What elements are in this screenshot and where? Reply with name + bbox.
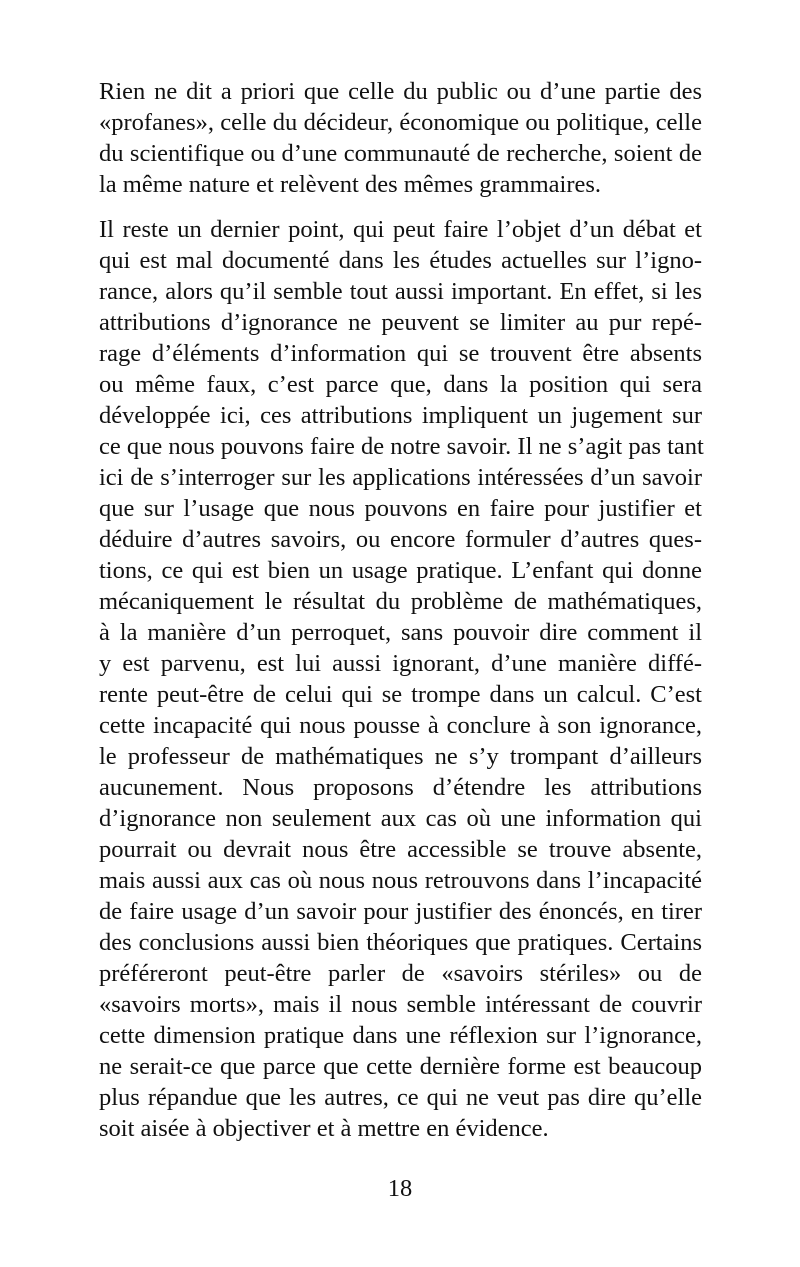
text-line: d’ignorance non seulement aux cas où une information qui [99, 805, 702, 832]
text-line: déduire d’autres savoirs, ou encore formuler d’autres ques- [99, 526, 702, 553]
text-line: ou même faux, c’est parce que, dans la position qui sera [99, 371, 702, 398]
text-line: aucunement. Nous proposons d’étendre les attributions [99, 774, 702, 801]
text-line: le professeur de mathématiques ne s’y trompant d’ailleurs [99, 743, 702, 770]
page-number: 18 [387, 1175, 413, 1202]
text-line: rance, alors qu’il semble tout aussi important. En effet, si les [99, 278, 702, 305]
text-line: cette dimension pratique dans une réflexion sur l’ignorance, [99, 1022, 702, 1049]
text-line: attributions d’ignorance ne peuvent se limiter au pur repé- [99, 309, 702, 336]
text-line: préféreront peut-être parler de «savoirs stériles» ou de [99, 960, 702, 987]
text-line: mécaniquement le résultat du problème de mathématiques, [99, 588, 702, 615]
text-line: tions, ce qui est bien un usage pratique. L’enfant qui donne [99, 557, 702, 584]
text-line: qui est mal documenté dans les études actuelles sur l’igno- [99, 247, 702, 274]
text-line: de faire usage d’un savoir pour justifier des énoncés, en tirer [99, 898, 702, 925]
body-text [99, 76, 702, 1158]
paragraph [99, 76, 702, 200]
text-line: mais aussi aux cas où nous nous retrouvons dans l’incapacité [99, 867, 702, 894]
text-line: des conclusions aussi bien théoriques que pratiques. Certains [99, 929, 702, 956]
text-line: ce que nous pouvons faire de notre savoir. Il ne s’agit pas tant [99, 433, 704, 460]
text-line: «savoirs morts», mais il nous semble intéressant de couvrir [99, 991, 702, 1018]
text-line: plus répandue que les autres, ce qui ne veut pas dire qu’elle [99, 1084, 702, 1111]
text-line: pourrait ou devrait nous être accessible se trouve absente, [99, 836, 702, 863]
text-line: la même nature et relèvent des mêmes grammaires. [99, 171, 602, 198]
text-line: que sur l’usage que nous pouvons en faire pour justifier et [99, 495, 702, 522]
text-line: soit aisée à objectiver et à mettre en évidence. [99, 1115, 549, 1142]
text-line: à la manière d’un perroquet, sans pouvoir dire comment il [99, 619, 702, 646]
text-line: Rien ne dit a priori que celle du public ou d’une partie des [99, 78, 702, 105]
text-line: cette incapacité qui nous pousse à conclure à son ignorance, [99, 712, 702, 739]
paragraph [99, 214, 702, 1144]
text-line: rente peut-être de celui qui se trompe dans un calcul. C’est [99, 681, 702, 708]
text-line: rage d’éléments d’information qui se trouvent être absents [99, 340, 702, 367]
text-line: Il reste un dernier point, qui peut faire l’objet d’un débat et [99, 216, 702, 243]
text-line: ne serait-ce que parce que cette dernière forme est beaucoup [99, 1053, 702, 1080]
text-line: y est parvenu, est lui aussi ignorant, d’une manière diffé- [99, 650, 702, 677]
text-line: ici de s’interroger sur les applications intéressées d’un savoir [99, 464, 702, 491]
text-line: du scientifique ou d’une communauté de recherche, soient de [99, 140, 702, 167]
text-line: «profanes», celle du décideur, économique ou politique, celle [99, 109, 702, 136]
text-line: développée ici, ces attributions impliquent un jugement sur [99, 402, 702, 429]
